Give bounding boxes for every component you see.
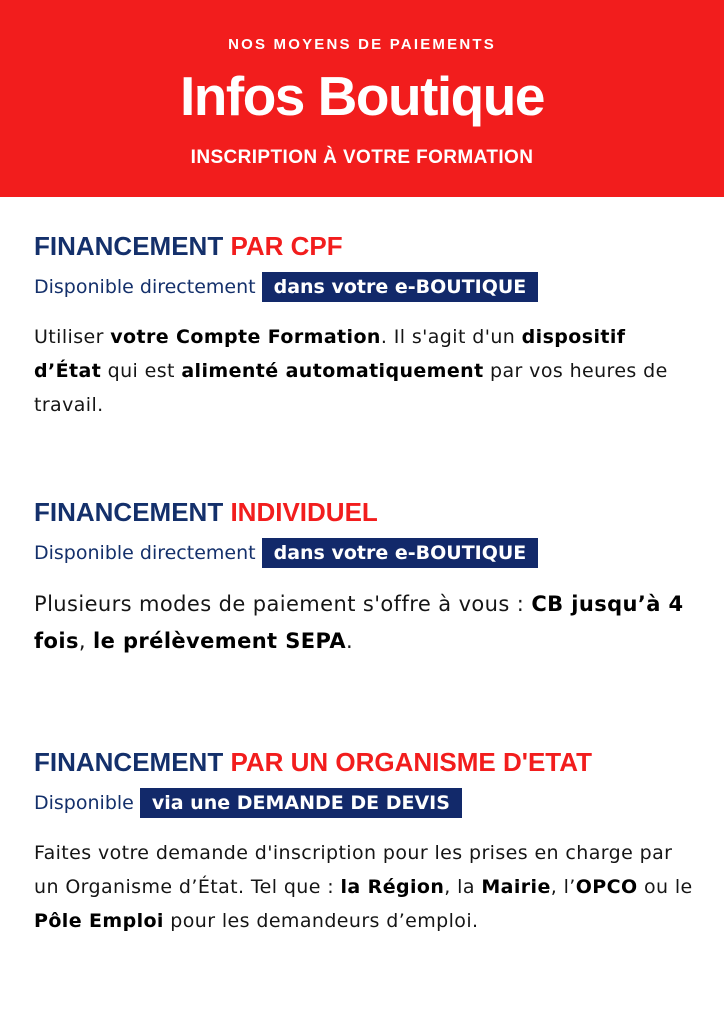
availability-line <box>34 788 694 818</box>
availability-text: Disponible directement <box>34 276 256 298</box>
section-cpf <box>34 230 694 422</box>
body-text-run: Faites votre demande d'inscription pour les prises en charge par un Organisme d’État. Tel que : <box>34 842 673 898</box>
header-kicker: NOS MOYENS DE PAIEMENTS <box>228 36 496 53</box>
body-text-run: . <box>346 629 354 653</box>
devis-highlight: via une DEMANDE DE DEVIS <box>140 788 462 818</box>
page-title: Infos Boutique <box>180 65 544 127</box>
boutique-highlight: dans votre e-BOUTIQUE <box>262 538 539 568</box>
heading-dark-part: FINANCEMENT <box>34 747 224 777</box>
body-bold-run: Mairie <box>481 876 551 898</box>
body-text-run: , <box>78 629 94 653</box>
section-body <box>34 836 694 938</box>
body-text-run: par vos heures de travail. <box>34 360 668 416</box>
header-subtitle: INSCRIPTION À VOTRE FORMATION <box>190 147 534 168</box>
heading-red-part: PAR CPF <box>230 231 343 261</box>
heading-dark-part: FINANCEMENT <box>34 497 224 527</box>
availability-text: Disponible directement <box>34 542 256 564</box>
body-text-run: . Il s'agit d'un <box>380 326 522 348</box>
section-body <box>34 586 694 660</box>
body-text-run: , la <box>444 876 482 898</box>
heading-red-part: PAR UN ORGANISME D'ETAT <box>230 747 592 777</box>
body-bold-run: dispositif d’État <box>34 326 626 382</box>
section-heading <box>34 230 694 262</box>
body-bold-run: alimenté automatiquement <box>181 360 484 382</box>
body-bold-run: OPCO <box>575 876 638 898</box>
heading-red-part: INDIVIDUEL <box>230 497 378 527</box>
body-bold-run: votre Compte Formation <box>110 326 381 348</box>
heading-dark-part: FINANCEMENT <box>34 231 224 261</box>
body-bold-run: CB jusqu’à 4 fois <box>34 592 684 653</box>
boutique-highlight: dans votre e-BOUTIQUE <box>262 272 539 302</box>
body-bold-run: la Région <box>340 876 445 898</box>
body-text-run: , l’ <box>550 876 576 898</box>
section-body <box>34 320 694 422</box>
body-text-run: pour les demandeurs d’emploi. <box>163 910 479 932</box>
body-text-run: Plusieurs modes de paiement s'offre à vous : <box>34 592 532 616</box>
availability-text: Disponible <box>34 792 134 814</box>
body-text-run: Utiliser <box>34 326 111 348</box>
section-organisme-etat <box>34 746 694 938</box>
body-text-run: ou le <box>637 876 693 898</box>
availability-line <box>34 538 694 568</box>
header-banner <box>0 0 724 197</box>
body-bold-run: Pôle Emploi <box>34 910 164 932</box>
body-text-run: qui est <box>101 360 182 382</box>
section-individuel <box>34 496 694 660</box>
section-heading <box>34 746 694 778</box>
availability-line <box>34 272 694 302</box>
body-bold-run: le prélèvement SEPA <box>93 629 346 653</box>
section-heading <box>34 496 694 528</box>
